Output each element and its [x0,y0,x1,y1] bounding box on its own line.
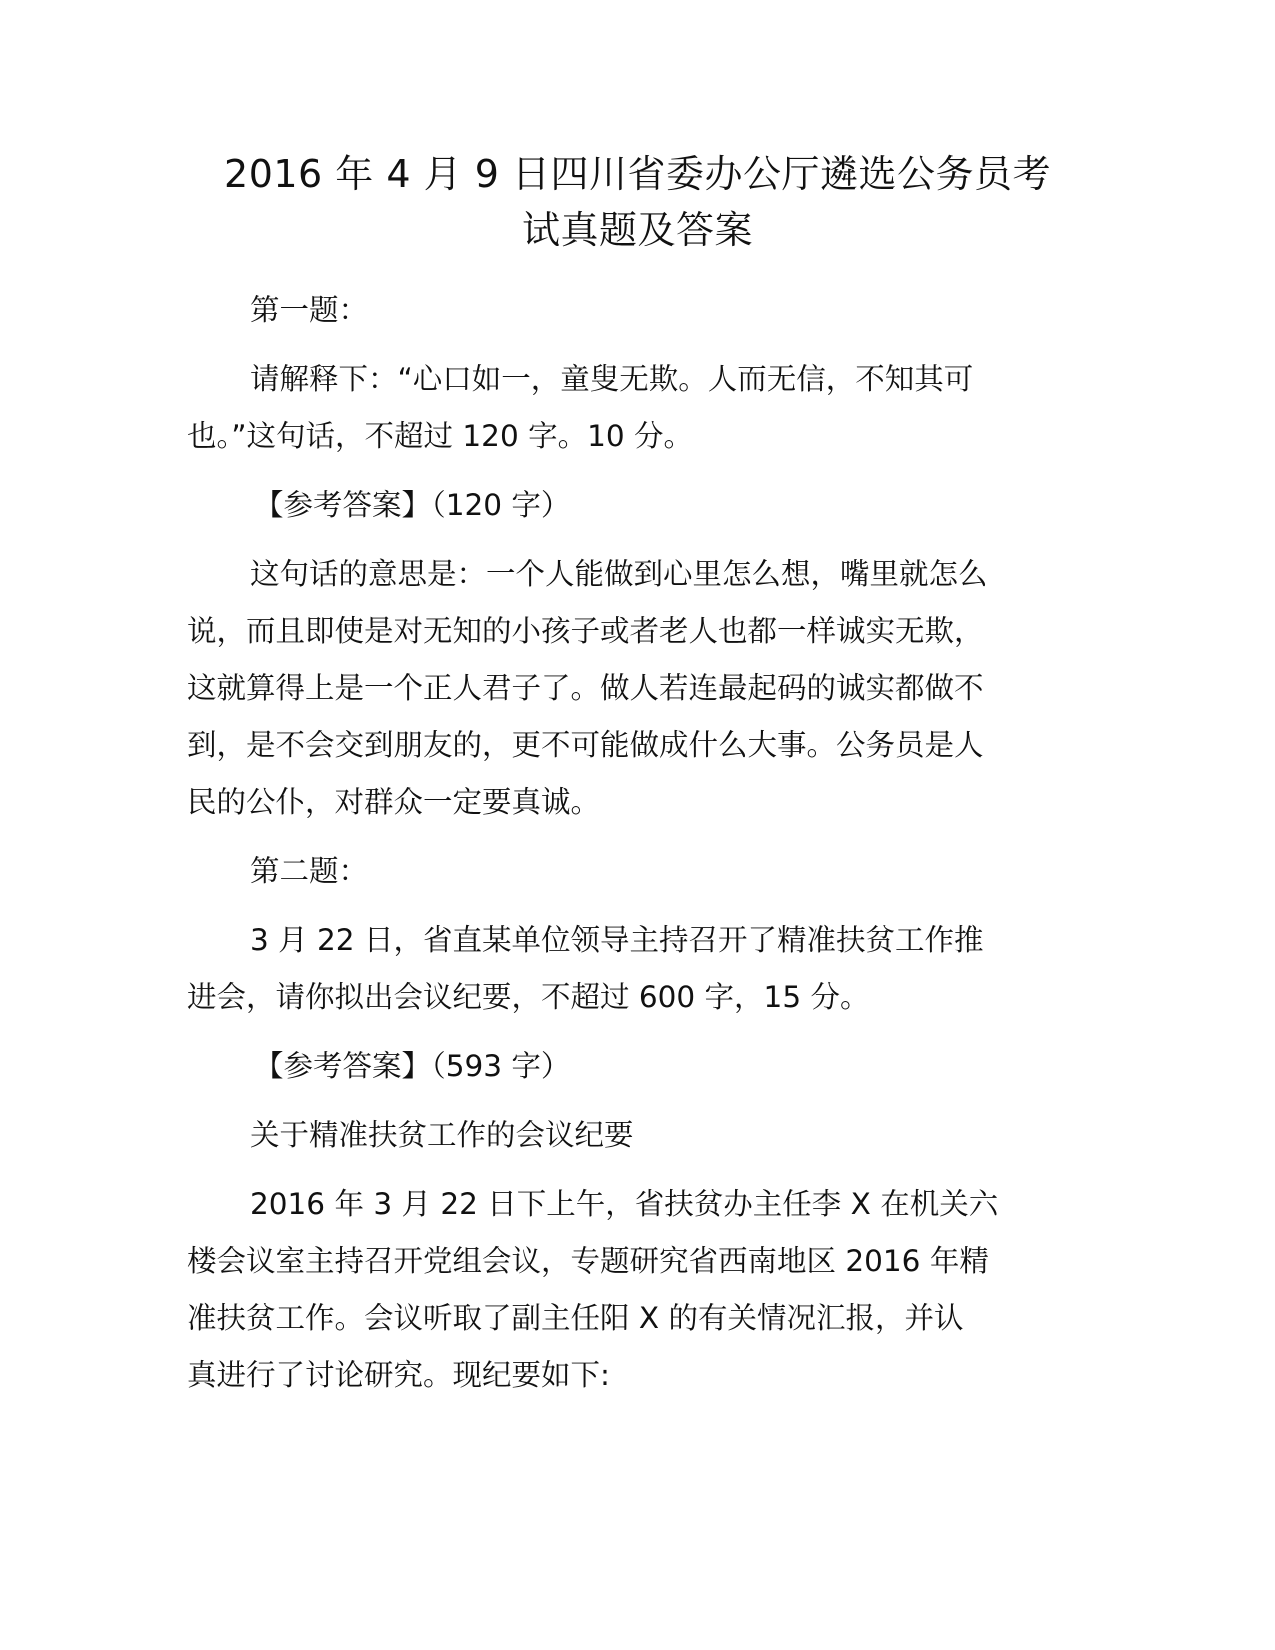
question-1-heading [187,282,1079,339]
text-line: 2016 年 3 月 22 日下上午，省扶贫办主任李 X 在机关六 [250,1187,999,1221]
text-line: 第二题： [250,854,369,888]
question-1-prompt [187,351,1079,465]
text-line: 楼会议室主持召开党组会议，专题研究省西南地区 2016 年精 [187,1244,989,1278]
text-line: 请解释下：“心口如一，童叟无欺。人而无信，不知其可 [250,362,974,396]
text-line: 进会，请你拟出会议纪要，不超过 600 字，15 分。 [187,980,870,1014]
document-title [150,146,1125,258]
text-line: 民的公仆，对群众一定要真诚。 [187,785,601,819]
text-line: 第一题： [250,293,369,327]
text-line: 到，是不会交到朋友的，更不可能做成什么大事。公务员是人 [187,728,984,762]
minutes-text [187,1176,1079,1404]
question-1-answer-text [187,546,1079,831]
text-line: 【参考答案】（593 字） [254,1049,571,1083]
question-1-answer-label [187,477,1079,534]
question-2-prompt [187,912,1079,1026]
text-line: 也。”这句话，不超过 120 字。10 分。 [187,419,694,453]
question-2-answer-label [187,1038,1079,1095]
text-line: 真进行了讨论研究。现纪要如下: [187,1358,610,1392]
text-line: 准扶贫工作。会议听取了副主任阳 X 的有关情况汇报，并认 [187,1301,964,1335]
title-line-1: 2016 年 4 月 9 日四川省委办公厅遴选公务员考 [224,152,1051,196]
text-line: 说，而且即使是对无知的小孩子或者老人也都一样诚实无欺， [187,614,984,648]
text-line: 这就算得上是一个正人君子了。做人若连最起码的诚实都做不 [187,671,984,705]
question-2-heading [187,843,1079,900]
text-line: 这句话的意思是：一个人能做到心里怎么想，嘴里就怎么 [250,557,988,591]
minutes-title [187,1107,1079,1164]
text-line: 3 月 22 日，省直某单位领导主持召开了精准扶贫工作推 [250,923,984,957]
title-line-2: 试真题及答案 [521,208,753,252]
text-line: 【参考答案】（120 字） [254,488,571,522]
text-line: 关于精准扶贫工作的会议纪要 [250,1118,634,1152]
document-body [187,282,1079,1404]
